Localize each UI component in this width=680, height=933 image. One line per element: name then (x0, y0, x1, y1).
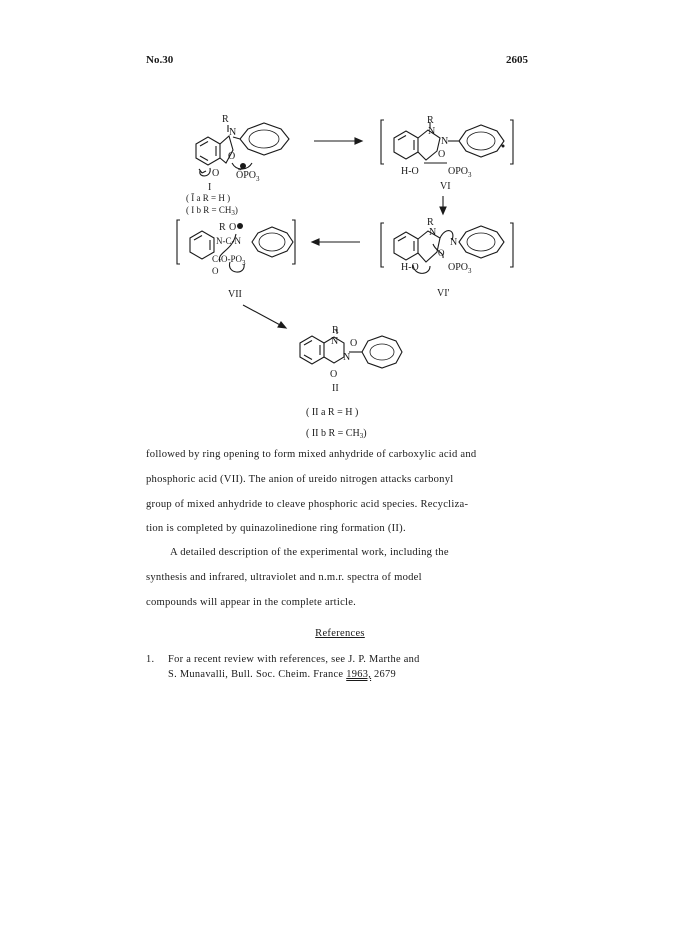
svg-text:OPO3 (448, 262, 472, 275)
compound-I (186, 114, 289, 217)
VIp-HO: H-O (401, 262, 419, 273)
VII-NCN: N-C-N (216, 236, 241, 246)
II-N2: N (343, 352, 351, 363)
compound-VI (381, 115, 513, 192)
VIp-R: R (427, 217, 434, 228)
svg-text:( II b R = CH3) (306, 428, 367, 440)
body-line: A detailed description of the experimental work, including the (170, 547, 449, 558)
reference-year: 1963, (346, 669, 372, 680)
II-O2: O (330, 369, 338, 380)
II-variant-a: ( II a R = H ) (306, 407, 359, 418)
compound-II (300, 325, 402, 440)
VII-CO-sub: 3 (242, 259, 246, 267)
I-opo3-sub: 3 (256, 175, 260, 183)
II-label: II (332, 383, 339, 394)
arrow-VII-to-II (243, 305, 286, 328)
svg-text:( I b R = CH3) (186, 205, 238, 217)
VII-R: R (219, 222, 226, 233)
reference-line-1: For a recent review with references, see J. P. Marthe and (168, 654, 420, 665)
journal-issue: No.30 (146, 54, 174, 66)
VI-opo3-sub: 3 (468, 171, 472, 179)
reference-line-2 (168, 667, 396, 682)
I-label: I (208, 182, 212, 193)
VIp-N1: N (429, 227, 437, 238)
reference-number: 1. (146, 654, 155, 665)
VI-ring-O: O (438, 149, 446, 160)
VIp-opo3-sub: 3 (468, 267, 472, 275)
arrow-VI-to-VIprime (440, 196, 446, 214)
I-N: N (229, 127, 237, 138)
VI-N1: N (428, 126, 436, 137)
reference-citation: S. Munavalli, Bull. Soc. Cheim. France (168, 669, 347, 680)
VIp-opo3: OPO (448, 262, 469, 273)
reference-pages: 2679 (371, 669, 397, 680)
I-ring-O: O (228, 151, 236, 162)
page-number: 2605 (506, 54, 528, 66)
II-N1: N (331, 336, 339, 347)
svg-text:ŌPO3 (236, 169, 260, 183)
I-opo3: ŌPO (236, 170, 257, 181)
VI-N2: N (441, 136, 449, 147)
VI-label: VI (440, 181, 451, 192)
II-variant-b-end: ) (363, 428, 367, 439)
svg-text:OPO3 (448, 166, 472, 179)
II-variant-b: ( II b R = CH (306, 428, 360, 439)
reaction-scheme (0, 0, 680, 450)
VII-top-O: O (229, 222, 237, 233)
body-line: group of mixed anhydride to cleave phosphoric acid species. Recycliza- (146, 498, 469, 510)
arrow-I-to-VI (314, 138, 362, 144)
I-variant-b: ( I b R = CH (186, 205, 232, 215)
compound-VI-prime (381, 217, 513, 299)
VII-bottom-O: O (212, 266, 219, 276)
VI-opo3: OPO (448, 166, 469, 177)
VII-CO: C-O-PO (212, 254, 243, 264)
body-line: phosphoric acid (VII). The anion of ureido nitrogen attacks carbonyl (146, 473, 454, 485)
body-line: compounds will appear in the complete article. (146, 596, 357, 608)
VI-R: R (427, 115, 434, 126)
body-line: synthesis and infrared, ultraviolet and n.m.r. spectra of model (146, 571, 422, 583)
I-variant-b-end: ) (234, 205, 238, 215)
VII-label: VII (228, 289, 242, 300)
body-line: tion is completed by quinazolinedione ring formation (II). (146, 523, 406, 535)
I-variant-b-sub: 3 (231, 209, 235, 217)
VIp-N2: N (450, 237, 458, 248)
I-R: R (222, 114, 229, 125)
references-heading: References (315, 628, 365, 639)
VIp-label: VI' (437, 288, 450, 299)
paragraph-description (146, 541, 546, 615)
VI-HO: H-O (401, 166, 419, 177)
II-variant-b-sub: 3 (359, 432, 364, 440)
compound-VII (177, 220, 295, 300)
I-carbonyl-O: O (212, 168, 220, 179)
arrow-VIprime-to-VII (312, 239, 360, 245)
paragraph-mechanism (146, 443, 546, 542)
VIp-ring-O: O (438, 248, 445, 258)
II-O1: O (350, 338, 358, 349)
body-line: followed by ring opening to form mixed anhydride of carboxylic acid and (146, 449, 477, 460)
II-R: R (332, 325, 339, 336)
I-variant-a: ( Ī a R = H ) (186, 193, 231, 203)
